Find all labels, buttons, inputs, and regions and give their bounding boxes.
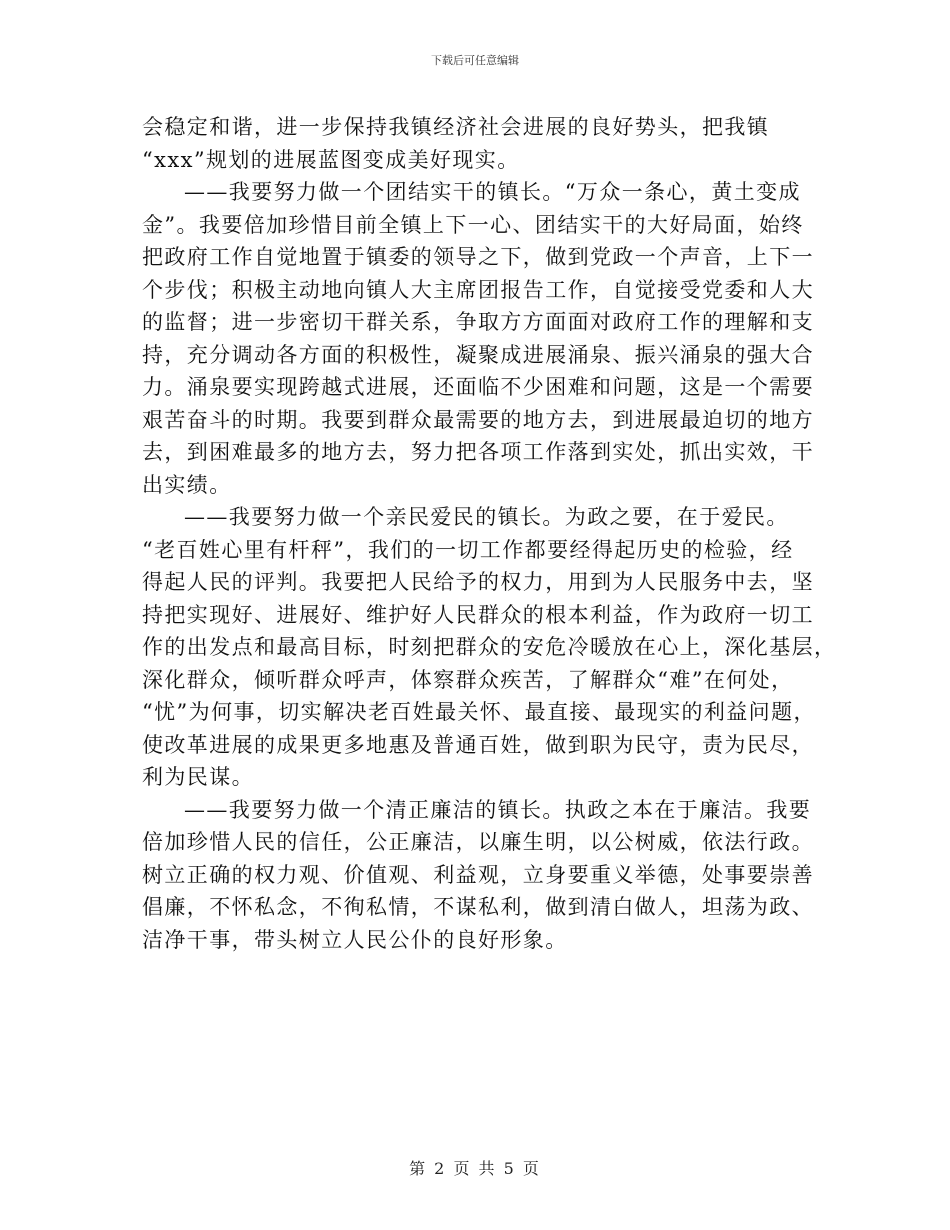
text-line: “忧”为何事，切实解决老百姓最关怀、最直接、最现实的利益问题， <box>142 700 816 724</box>
text-line: 作的出发点和最高目标，时刻把群众的安危冷暖放在心上，深化基层， <box>142 635 837 659</box>
text-line: 力。涌泉要实现跨越式进展，还面临不少困难和问题，这是一个需要 <box>142 375 814 399</box>
text-line: 的监督；进一步密切干群关系，争取方方面面对政府工作的理解和支 <box>142 310 814 334</box>
text-line: 持，充分调动各方面的积极性，凝聚成进展涌泉、振兴涌泉的强大合 <box>142 342 814 367</box>
text-line: 倍加珍惜人民的信任，公正廉洁，以廉生明，以公树威，依法行政。 <box>142 830 814 854</box>
text-line: 树立正确的权力观、价值观、利益观，立身要重义举德，处事要崇善 <box>142 862 814 887</box>
text-line: 出实绩。 <box>142 472 232 497</box>
text-line: 洁净干事，带头树立人民公仆的良好形象。 <box>142 927 568 952</box>
text-line: 得起人民的评判。我要把人民给予的权力，用到为人民服务中去，坚 <box>142 570 814 594</box>
text-line: 金”。我要倍加珍惜目前全镇上下一心、团结实干的大好局面，始终 <box>142 212 804 237</box>
document-body <box>142 111 837 956</box>
text-line: 去，到困难最多的地方去，努力把各项工作落到实处，抓出实效，干 <box>142 440 814 464</box>
text-line: 艰苦奋斗的时期。我要到群众最需要的地方去，到进展最迫切的地方 <box>142 407 814 432</box>
text-line: 倡廉，不怀私念，不徇私情，不谋私利，做到清白做人，坦荡为政、 <box>142 895 814 919</box>
text-line: ——我要努力做一个团结实干的镇长。“万众一条心，黄土变成 <box>184 180 801 204</box>
text-line: “xxx”规划的进展蓝图变成美好现实。 <box>142 147 520 172</box>
text-line: ——我要努力做一个亲民爱民的镇长。为政之要，在于爱民。 <box>184 505 789 529</box>
text-line: 会稳定和谐，进一步保持我镇经济社会进展的良好势头，把我镇 <box>142 115 770 139</box>
text-line: 把政府工作自觉地置于镇委的领导之下，做到党政一个声音，上下一 <box>142 245 814 269</box>
page-header-note: 下载后可任意编辑 <box>431 54 519 67</box>
text-line: “老百姓心里有杆秤”，我们的一切工作都要经得起历史的检验，经 <box>142 537 794 562</box>
text-line: 持把实现好、进展好、维护好人民群众的根本利益，作为政府一切工 <box>142 602 814 627</box>
text-line: 个步伐；积极主动地向镇人大主席团报告工作，自觉接受党委和人大 <box>142 277 814 302</box>
page-number-footer: 第 2 页 共 5 页 <box>409 1159 541 1178</box>
text-line: 深化群众，倾听群众呼声，体察群众疾苦，了解群众“难”在何处， <box>142 667 794 692</box>
text-line: 使改革进展的成果更多地惠及普通百姓，做到职为民守，责为民尽， <box>142 732 814 757</box>
text-line: 利为民谋。 <box>142 765 254 789</box>
text-line: ——我要努力做一个清正廉洁的镇长。执政之本在于廉洁。我要 <box>184 797 812 822</box>
